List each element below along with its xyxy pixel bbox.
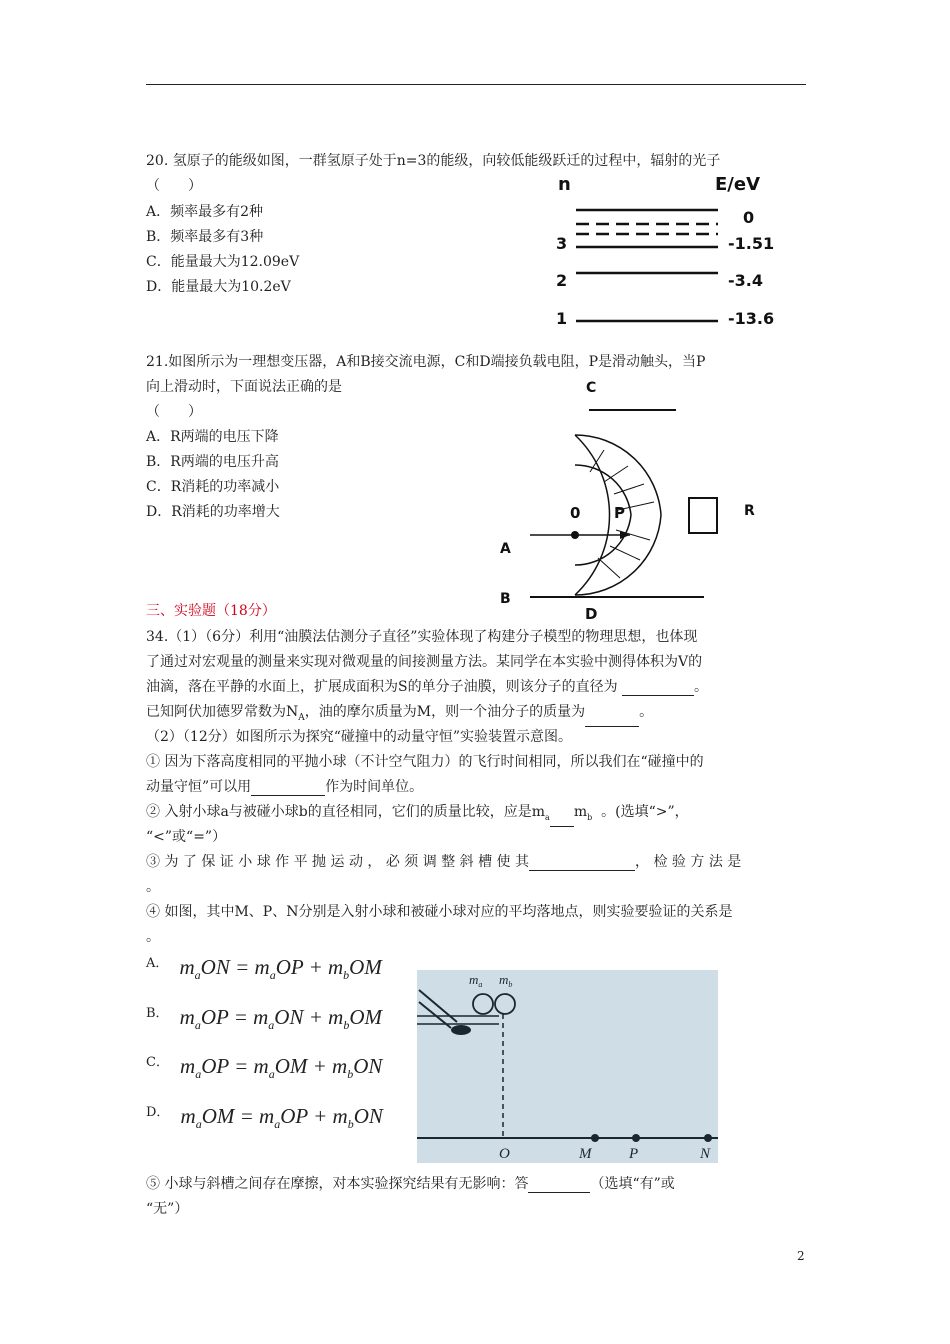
point-p-label: P [629,1146,639,1162]
q34-line15: “无”） [146,1201,189,1217]
q34-line6: ① 因为下落高度相同的平抛小球（不计空气阻力）的飞行时间相同，所以我们在“碰撞中的 [146,754,704,770]
ball-b-label: $m_b$ [499,972,513,989]
q34-option-c: $^{C.}$ $m_aOP = m_aOM + m_bON$ [146,1054,383,1082]
q21-paren: （ ） [146,404,202,420]
resistor-r [689,498,717,533]
coil-hatch [598,558,620,578]
transformer-diagram [490,372,780,622]
point-n-dot [704,1134,712,1142]
q34-option-d: $^{D.}$ $m_aOM = m_aOP + m_bON$ [146,1104,383,1132]
axis-n-label: n [558,174,571,195]
pivot-point [571,531,579,539]
adjust-blank[interactable] [529,856,635,871]
q20-option-a: A．频率最多有2种 [146,204,264,220]
q34-line9: “<”或“=”） [146,829,227,845]
q34-option-b: $^{B.}$ $m_aOP = m_aON + m_bOM$ [146,1005,382,1033]
slider-p-label: P [614,504,625,522]
q34-line11: 。 [146,879,160,895]
header-rule [146,84,806,85]
q20-stem: 20. 氢原子的能级如图，一群氢原子处于n=3的能级，向较低能级跃迁的过程中，辐射的光子 [146,153,721,169]
mass-blank[interactable] [585,712,639,727]
q20-option-b: B．频率最多有3种 [146,229,264,245]
page-number: 2 [797,1249,805,1263]
level-2-energy: -3.4 [728,271,763,290]
q34-line13: 。 [146,929,160,945]
friction-blank[interactable] [528,1178,590,1193]
level-1-energy: -13.6 [728,309,775,328]
level-3-energy: -1.51 [728,234,775,253]
level-2-n: 2 [556,271,568,290]
q21-option-a: A．R两端的电压下降 [146,429,279,445]
time-unit-blank[interactable] [251,781,325,796]
q20-option-c: C．能量最大为12.09eV [146,254,300,270]
point-m-label: M [579,1146,592,1162]
mass-compare-blank[interactable] [550,812,574,827]
q34-line14: ⑤ 小球与斜槽之间存在摩擦，对本实验探究结果有无影响：答 （选填“有”或 [146,1176,675,1192]
q21-option-c: C．R消耗的功率减小 [146,479,280,495]
pivot-o-label: 0 [570,504,581,522]
point-p-dot [632,1134,640,1142]
q34-line10: ③ 为 了 保 证 小 球 作 平 抛 运 动 ， 必 须 调 整 斜 槽 使 其 ， 检 验 方 法 是 [146,854,742,870]
q21-option-b: B．R两端的电压升高 [146,454,279,470]
q34-line7: 动量守恒”可以用 作为时间单位。 [146,779,424,795]
q20-paren: （ ） [146,178,202,194]
q34-line4: 已知阿伏加德罗常数为$N_A$，油的摩尔质量为M，则一个油分子的质量为 。 [146,703,653,727]
q34-line3: 油滴，落在平静的水面上，扩展成面积为S的单分子油膜，则该分子的直径为 。 [146,679,709,695]
energy-level-diagram [550,170,790,330]
q21-stem-line2: 向上滑动时，下面说法正确的是 [146,379,342,395]
terminal-a-label: A [500,541,511,557]
axis-e-label: E/eV [715,174,761,195]
coil-hatch [604,466,628,482]
resistor-r-label: R [744,503,755,519]
terminal-c-label: C [586,380,597,396]
q34-option-a: $^{A.}$ $m_aON = m_aOP + m_bOM$ [146,955,382,983]
collision-apparatus-photo [417,970,718,1163]
terminal-d-label: D [585,605,598,622]
q34-line8: ② 入射小球a与被碰小球b的直径相同，它们的质量比较，应是$m_a$ $m_b$ 。(选填“>”， [146,803,689,827]
q34-line2: 了通过对宏观量的测量来实现对微观量的间接测量方法。某同学在本实验中测得体积为V的 [146,654,703,670]
q34-line12: ④ 如图，其中M、P、N分别是入射小球和被碰小球对应的平均落地点，则实验要验证的关系是 [146,904,733,920]
q20-option-d: D．能量最大为10.2eV [146,279,291,295]
level-1-n: 1 [556,309,568,328]
point-n-label: N [700,1146,711,1162]
photo-background [417,970,718,1163]
point-o-label: O [499,1146,510,1162]
level-0-energy: 0 [743,208,755,227]
q21-stem-line1: 21.如图所示为一理想变压器，A和B接交流电源，C和D端接负载电阻，P是滑动触头，当P [146,354,706,370]
point-m-dot [591,1134,599,1142]
ball-a-label: $m_a$ [469,972,483,989]
terminal-b-label: B [500,591,511,607]
coil-hatch [610,546,640,560]
diameter-blank[interactable] [622,681,694,696]
section3-title: 三、实验题（18分） [146,603,276,619]
q34-line5: （2）（12分）如图所示为探究“碰撞中的动量守恒”实验装置示意图。 [146,729,573,745]
level-3-n: 3 [556,234,568,253]
q21-option-d: D．R消耗的功率增大 [146,504,280,520]
clamp-shadow [451,1025,471,1035]
q34-line1: 34.（1）（6分）利用“油膜法估测分子直径”实验体现了构建分子模型的物理思想，也体现 [146,629,698,645]
